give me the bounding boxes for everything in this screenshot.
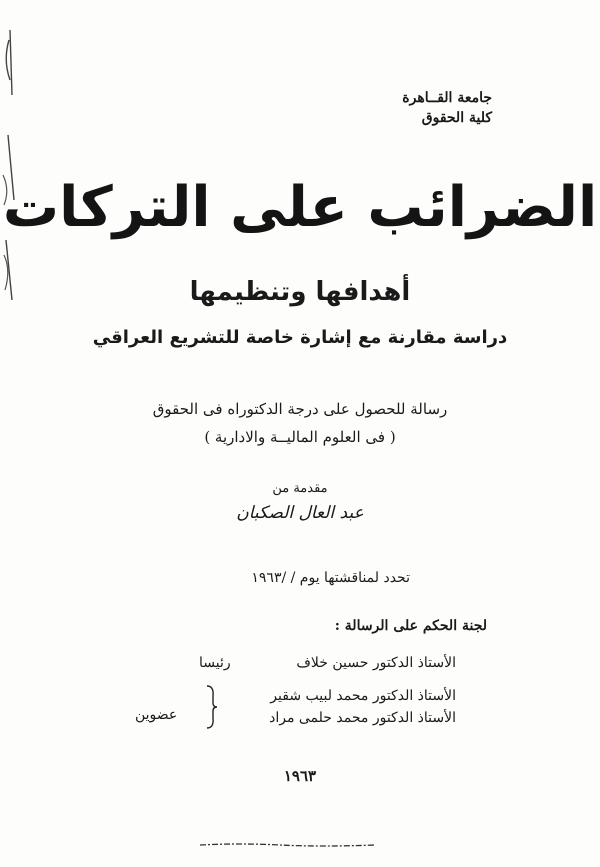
thesis-purpose: [0, 395, 600, 451]
university-name: جامعة القــاهرة: [402, 90, 492, 106]
committee-title: لجنة الحكم على الرسالة :: [334, 618, 487, 634]
year: ١٩٦٣: [283, 767, 317, 785]
thesis-purpose-line1: رسالة للحصول على درجة الدكتوراه فى الحقوق: [152, 400, 448, 418]
faculty-name: كلية الحقوق: [421, 110, 492, 126]
chair-role-label: رئيسا: [199, 655, 231, 671]
thesis-purpose-line2: ( فى العلوم الماليــة والادارية ): [204, 428, 396, 446]
thesis-title: الضرائب على التركات: [2, 175, 598, 240]
committee-member-2: الأستاذ الدكتور محمد لبيب شقير: [270, 688, 456, 704]
members-brace: [205, 684, 219, 730]
committee-member-chair: الأستاذ الدكتور حسين خلاف: [296, 655, 456, 671]
study-description: دراسة مقارنة مع إشارة خاصة للتشريع العراقي: [92, 327, 508, 348]
author-name: عبد العال الصكبان: [236, 503, 364, 523]
presented-by-label: مقدمة من: [272, 481, 328, 496]
committee-member-3: الأستاذ الدكتور محمد حلمى مراد: [269, 710, 456, 726]
thesis-subtitle: أهدافها وتنظيمها: [189, 277, 411, 307]
institution-header: [402, 88, 492, 128]
members-role-label: عضوين: [135, 707, 178, 723]
defense-date: تحدد لمناقشتها يوم / /١٩٦٣: [251, 570, 410, 586]
bottom-rule: [200, 842, 375, 848]
